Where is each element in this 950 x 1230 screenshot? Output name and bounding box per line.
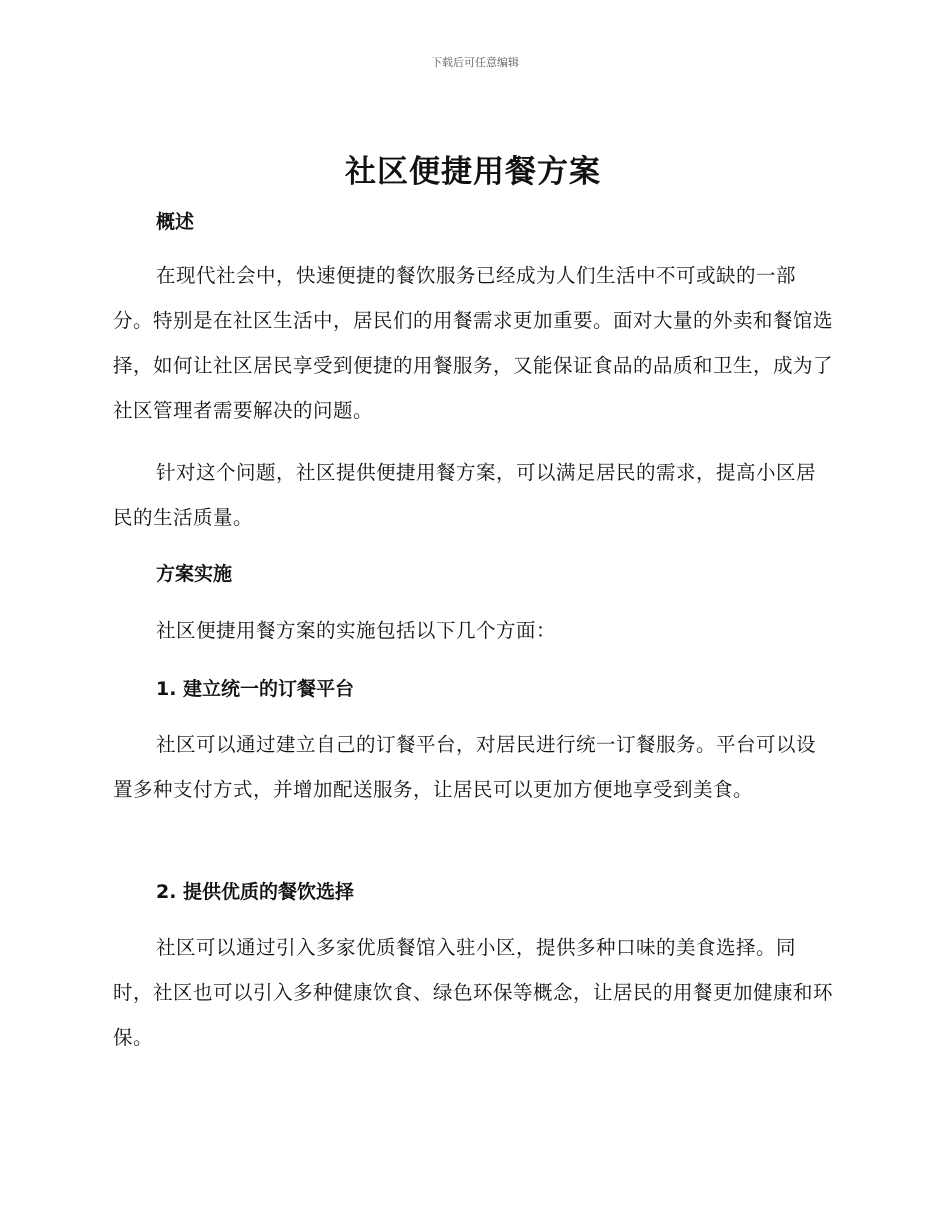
paragraph-implementation-intro: 社区便捷用餐方案的实施包括以下几个方面： [156,619,557,642]
section-heading-overview: 概述 [156,211,195,233]
document-title: 社区便捷用餐方案 [345,154,601,190]
section-heading-ordering-platform: 1. 建立统一的订餐平台 [156,678,355,700]
paragraph-dining-choices: 社区可以通过引入多家优质餐馆入驻小区，提供多种口味的美食选择。同时，社区也可以引入多种健康饮食、绿色环保等概念，让居民的用餐更加健康和环保。 [113,936,834,1049]
section-heading-implementation: 方案实施 [156,563,233,585]
page-header-note: 下载后可任意编辑 [431,56,519,69]
paragraph-overview-2: 针对这个问题，社区提供便捷用餐方案，可以满足居民的需求，提高小区居民的生活质量。 [113,461,817,529]
section-heading-dining-choices: 2. 提供优质的餐饮选择 [156,881,355,903]
paragraph-ordering-platform: 社区可以通过建立自己的订餐平台，对居民进行统一订餐服务。平台可以设置多种支付方式，并增加配送服务，让居民可以更加方便地享受到美食。 [113,733,817,801]
paragraph-overview-1: 在现代社会中，快速便捷的餐饮服务已经成为人们生活中不可或缺的一部分。特别是在社区生活中，居民们的用餐需求更加重要。面对大量的外卖和餐馆选择，如何让社区居民享受到便捷的用餐服务，又能保证食品的品质和卫生，成为了社区管理者需要解决的问题。 [113,264,834,422]
